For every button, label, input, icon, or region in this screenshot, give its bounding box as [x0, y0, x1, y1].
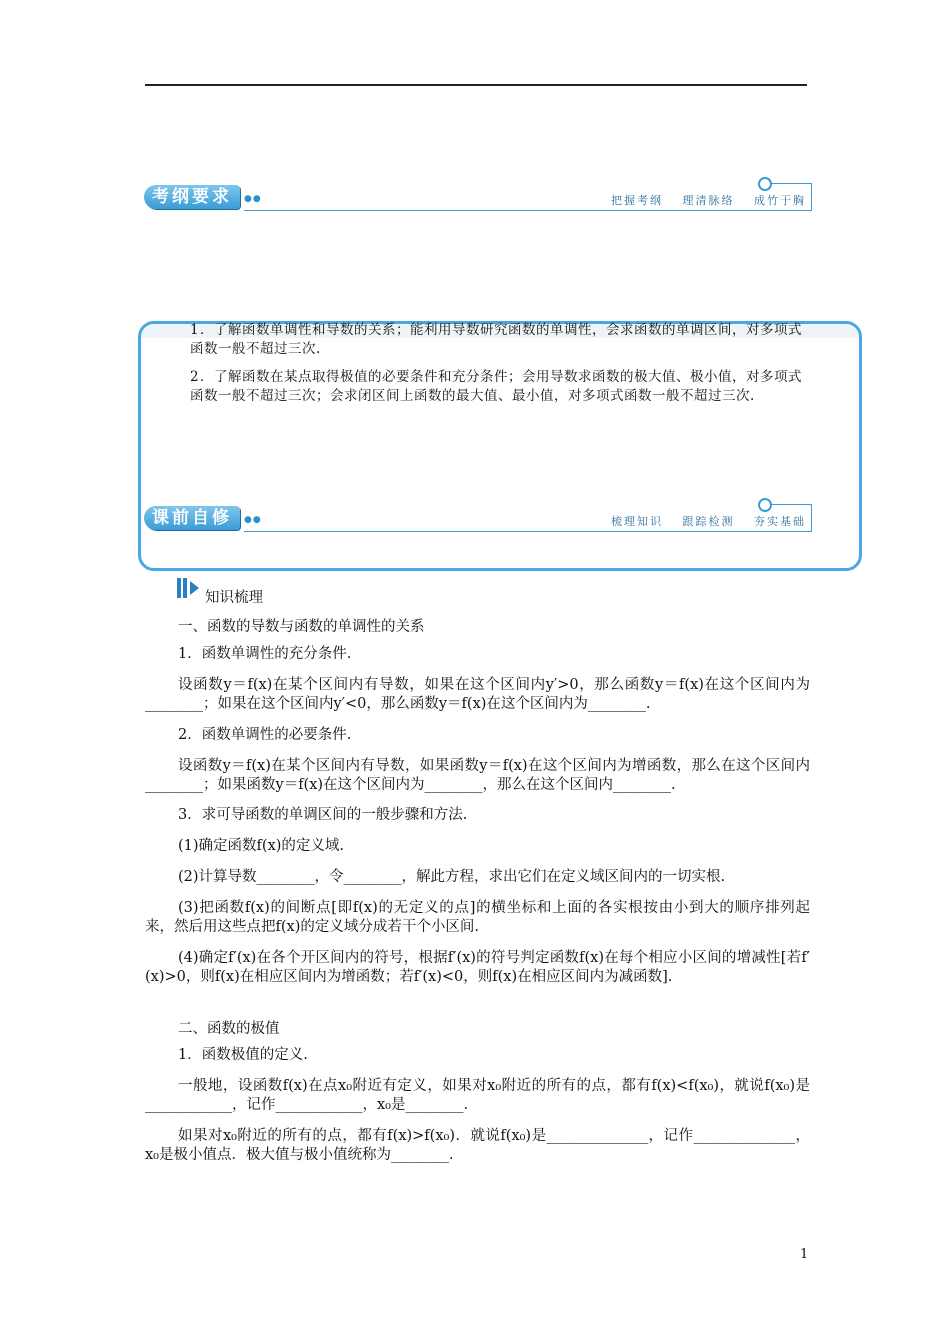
- banner-pre-class-study: [140, 504, 812, 534]
- banner-dots: ●●: [244, 515, 262, 525]
- paragraph: 如果对x₀附近的所有的点，都有f(x)>f(x₀)．就说f(x₀)是______________，记作______________，x₀是极小值点．极大值与极小值统称为________.: [145, 1128, 810, 1163]
- banner-tag: 成竹于胸: [754, 194, 806, 207]
- item-title: 1．函数极值的定义.: [178, 1047, 308, 1063]
- banner-tag: 跟踪检测: [682, 515, 735, 528]
- banner-title: 课前自修: [144, 506, 240, 530]
- paragraph: 设函数y＝f(x)在某个区间内有导数，如果在这个区间内y′>0，那么函数y＝f(x)在这个区间内为________；如果在这个区间内y′<0，那么函数y＝f(x)在这个区间内为________.: [145, 677, 810, 712]
- banner-tag: 夯实基础: [754, 515, 806, 528]
- banner-title: 考纲要求: [144, 185, 240, 209]
- banner-tag: 梳理知识: [611, 515, 663, 528]
- item-title: 1．函数单调性的充分条件.: [178, 646, 352, 662]
- requirement-item: 1．了解函数单调性和导数的关系；能利用导数研究函数的单调性，会求函数的单调区间，对多项式函数一般不超过三次.: [190, 322, 802, 357]
- banner-dots: ●●: [244, 194, 262, 204]
- ring-icon: [758, 498, 772, 512]
- top-rule: [145, 84, 807, 86]
- knowledge-title: 知识梳理: [205, 590, 263, 606]
- item-title: 2．函数单调性的必要条件.: [178, 727, 352, 743]
- step: (1)确定函数f(x)的定义域.: [178, 838, 345, 854]
- banner-tags: [597, 513, 806, 529]
- section-marker-icon: [177, 577, 205, 599]
- banner-line: [244, 210, 812, 211]
- section-heading: 二、函数的极值: [178, 1021, 280, 1037]
- paragraph: 一般地，设函数f(x)在点x₀附近有定义，如果对x₀附近的所有的点，都有f(x)<f(x₀)，就说f(x₀)是____________，记作____________，x₀是________.: [145, 1078, 810, 1113]
- banner-exam-requirements: [140, 183, 812, 213]
- step: (3)把函数f(x)的间断点[即f(x)的无定义的点]的横坐标和上面的各实根按由小到大的顺序排列起来，然后用这些点把f(x)的定义域分成若干个小区间.: [145, 900, 810, 935]
- banner-tag: 理清脉络: [682, 194, 735, 207]
- step: (4)确定f′(x)在各个开区间内的符号，根据f′(x)的符号判定函数f(x)在每个相应小区间的增减性[若f′(x)>0，则f(x)在相应区间内为增函数；若f′(x)<0，则f(x)在相应区间内为减函数].: [145, 950, 810, 985]
- section-heading: 一、函数的导数与函数的单调性的关系: [178, 619, 425, 635]
- step: (2)计算导数________，令________，解此方程，求出它们在定义域区间内的一切实根.: [178, 869, 726, 885]
- ring-icon: [758, 177, 772, 191]
- banner-line: [244, 531, 812, 532]
- requirement-item: 2．了解函数在某点取得极值的必要条件和充分条件；会用导数求函数的极大值、极小值，对多项式函数一般不超过三次；会求闭区间上函数的最大值、最小值，对多项式函数一般不超过三次.: [190, 369, 802, 404]
- item-title: 3．求可导函数的单调区间的一般步骤和方法.: [178, 807, 468, 823]
- paragraph: 设函数y＝f(x)在某个区间内有导数，如果函数y＝f(x)在这个区间内为增函数，那么在这个区间内________；如果函数y＝f(x)在这个区间内为________，那么在这个区间内________.: [145, 758, 810, 793]
- banner-tags: [597, 192, 806, 208]
- banner-tag: 把握考纲: [611, 194, 663, 207]
- page-number: 1: [800, 1247, 809, 1262]
